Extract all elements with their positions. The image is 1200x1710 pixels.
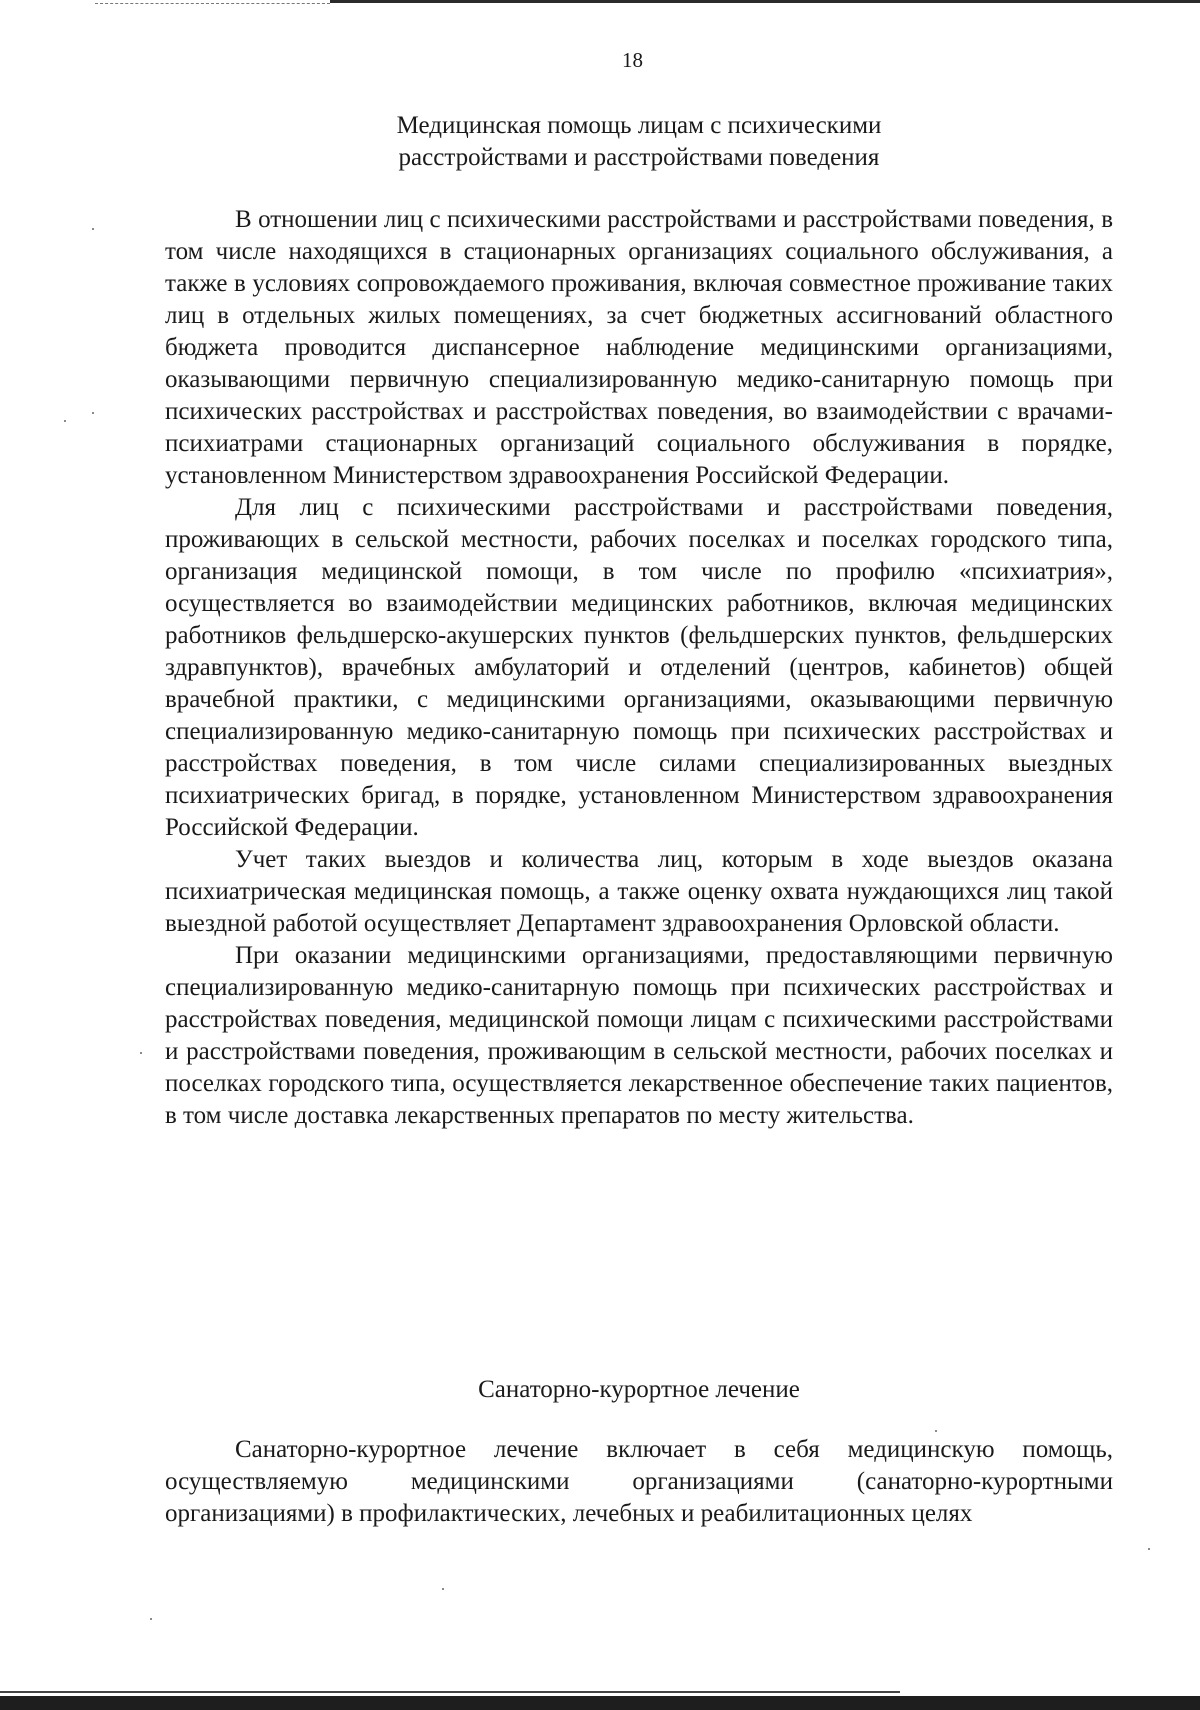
heading-line: Медицинская помощь лицам с психическими [396, 112, 882, 139]
scan-speck [935, 1430, 937, 1432]
paragraph: Санаторно-курортное лечение включает в себя медицинскую помощь, осуществляемую медицинскими организациями (санаторно-курортными организациями) в профилактических, лечебных и реабилитационных целях [165, 1436, 1113, 1527]
scan-speck [150, 1618, 152, 1620]
paragraph: В отношении лиц с психическими расстройствами и расстройствами поведения, в том числе находящихся в стационарных организациях социального обслуживания, а также в условиях сопровождаемого проживания, включая совместное проживание таких лиц в отдельных жилых помещениях, за счет бюджетных ассигнований областного бюджета проводится диспансерное наблюдение медицинскими организациями, оказывающими первичную специализированную медико-санитарную помощь при психических расстройствах и расстройствах поведения, во взаимодействии с врачами-психиатрами стационарных организаций социального обслуживания в порядке, установленном Министерством здравоохранения Российской Федерации. [165, 206, 1113, 489]
scan-speck [92, 412, 94, 414]
section-heading-mental-health [165, 110, 1113, 174]
paragraph: Учет таких выездов и количества лиц, которым в ходе выездов оказана психиатрическая медицинская помощь, а также оценку охвата нуждающихся лиц такой выездной работой осуществляет Департамент здравоохранения Орловской области. [165, 846, 1113, 937]
section-heading-sanatorium [165, 1374, 1113, 1406]
paragraph: При оказании медицинскими организациями, предоставляющими первичную специализированную медико-санитарную помощь при психических расстройствах и расстройствах поведения, медицинской помощи лицам с психическими расстройствами и расстройствами поведения, проживающим в сельской местности, рабочих поселках и поселках городского типа, осуществляется лекарственное обеспечение таких пациентов, в том числе доставка лекарственных препаратов по месту жительства. [165, 942, 1113, 1129]
scan-speck [1148, 1548, 1150, 1550]
scan-speck [140, 1052, 142, 1054]
heading-line: расстройствами и расстройствами поведения [398, 144, 880, 171]
page-number: 18 [622, 48, 643, 72]
scan-top-edge [0, 0, 1200, 10]
section-body-sanatorium [165, 1434, 1113, 1530]
scan-bottom-edge [0, 1696, 1200, 1710]
heading-line: Санаторно-курортное лечение [478, 1376, 800, 1403]
paragraph: Для лиц с психическими расстройствами и расстройствами поведения, проживающих в сельской местности, рабочих поселках и поселках городского типа, организация медицинской помощи, в том числе по профилю «психиатрия», осуществляется во взаимодействии медицинских работников, включая медицинских работников фельдшерско-акушерских пунктов (фельдшерских пунктов, фельдшерских здравпунктов), врачебных амбулаторий и отделений (центров, кабинетов) общей врачебной практики, с медицинскими организациями, оказывающими первичную специализированную медико-санитарную помощь при психических расстройствах и расстройствах поведения, в том числе силами специализированных выездных психиатрических бригад, в порядке, установленном Министерством здравоохранения Российской Федерации. [165, 494, 1113, 841]
scan-speck [64, 420, 66, 422]
scan-speck [92, 228, 94, 230]
section-body-mental-health [165, 204, 1113, 1132]
scan-speck [442, 1588, 444, 1590]
